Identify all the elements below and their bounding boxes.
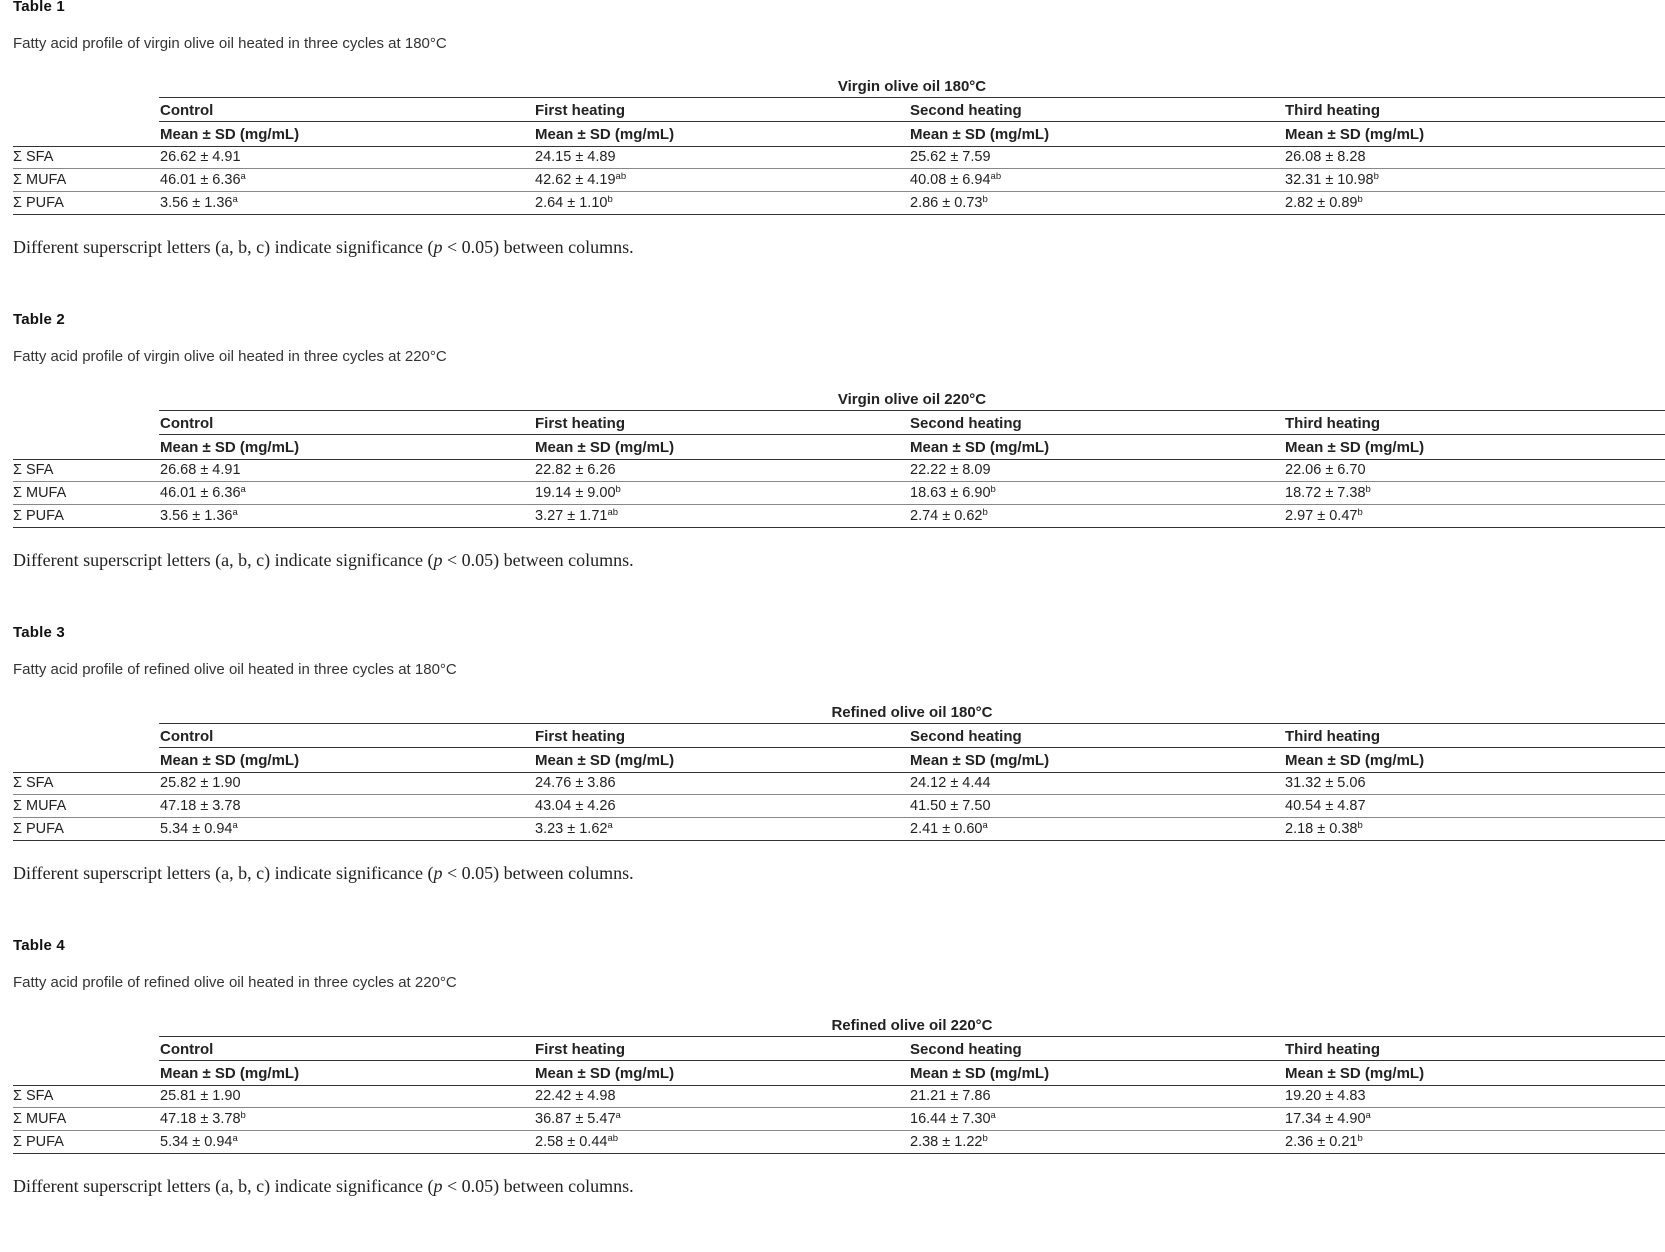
table-cell: 3.56 ± 1.36$^a$ bbox=[160, 194, 238, 211]
table-label: Table 3 bbox=[13, 624, 65, 641]
table-heading-row bbox=[13, 387, 1665, 411]
subheader-cell: Mean ± SD (mg/mL) bbox=[535, 752, 675, 769]
table-row bbox=[13, 1131, 1665, 1154]
table-caption: Fatty acid profile of refined olive oil heated in three cycles at 220°C bbox=[13, 974, 457, 991]
column-header: Second heating bbox=[910, 1041, 1022, 1058]
table-cell: 47.18 ± 3.78$^b$ bbox=[160, 1110, 246, 1127]
table-row bbox=[13, 1108, 1665, 1131]
subheader-cell: Mean ± SD (mg/mL) bbox=[1285, 126, 1425, 143]
table-row bbox=[13, 459, 1665, 482]
table-cell: 43.04 ± 4.26 bbox=[535, 798, 616, 814]
table-row bbox=[13, 795, 1665, 818]
column-header-row bbox=[13, 724, 1665, 748]
table-footnote: Different superscript letters (a, b, c) indicate significance (p < 0.05) between columns. bbox=[13, 1176, 634, 1196]
table-heading: Refined olive oil 180°C bbox=[831, 704, 993, 721]
table-cell: 42.62 ± 4.19$^{ab}$ bbox=[535, 171, 627, 188]
row-label: Σ MUFA bbox=[13, 798, 67, 814]
table-cell: 19.20 ± 4.83 bbox=[1285, 1088, 1366, 1104]
table-cell: 25.62 ± 7.59 bbox=[910, 149, 991, 165]
table-cell: 22.82 ± 6.26 bbox=[535, 462, 616, 478]
column-header: Third heating bbox=[1285, 102, 1380, 119]
table-cell: 22.22 ± 8.09 bbox=[910, 462, 991, 478]
row-label: Σ PUFA bbox=[13, 821, 64, 837]
column-header: First heating bbox=[535, 102, 626, 119]
subheader-row bbox=[13, 1061, 1665, 1085]
subheader-cell: Mean ± SD (mg/mL) bbox=[910, 1065, 1050, 1082]
table-label: Table 4 bbox=[13, 937, 65, 954]
table-cell: 26.62 ± 4.91 bbox=[160, 149, 241, 165]
table-cell: 25.81 ± 1.90 bbox=[160, 1088, 241, 1104]
row-label: Σ PUFA bbox=[13, 195, 64, 211]
subheader-row bbox=[13, 435, 1665, 459]
row-label: Σ SFA bbox=[13, 775, 54, 791]
subheader-cell: Mean ± SD (mg/mL) bbox=[1285, 752, 1425, 769]
table-cell: 26.08 ± 8.28 bbox=[1285, 149, 1366, 165]
table-cell: 19.14 ± 9.00$^b$ bbox=[535, 484, 621, 501]
table-heading-row bbox=[13, 1013, 1665, 1037]
subheader-cell: Mean ± SD (mg/mL) bbox=[160, 439, 300, 456]
table-cell: 5.34 ± 0.94$^a$ bbox=[160, 1133, 238, 1150]
data-table bbox=[13, 74, 1665, 215]
table-cell: 2.41 ± 0.60$^a$ bbox=[910, 820, 988, 837]
subheader-cell: Mean ± SD (mg/mL) bbox=[160, 752, 300, 769]
table-cell: 2.97 ± 0.47$^b$ bbox=[1285, 507, 1363, 524]
table-cell: 18.63 ± 6.90$^b$ bbox=[910, 484, 996, 501]
table-row bbox=[13, 169, 1665, 192]
table-cell: 22.06 ± 6.70 bbox=[1285, 462, 1366, 478]
table-footnote: Different superscript letters (a, b, c) indicate significance (p < 0.05) between columns. bbox=[13, 237, 634, 257]
column-header: Second heating bbox=[910, 415, 1022, 432]
column-header: Control bbox=[160, 728, 214, 745]
subheader-cell: Mean ± SD (mg/mL) bbox=[910, 752, 1050, 769]
table-cell: 5.34 ± 0.94$^a$ bbox=[160, 820, 238, 837]
table-label: Table 2 bbox=[13, 311, 65, 328]
column-header: Third heating bbox=[1285, 415, 1380, 432]
table-cell: 17.34 ± 4.90$^a$ bbox=[1285, 1110, 1371, 1127]
table-cell: 47.18 ± 3.78 bbox=[160, 798, 241, 814]
table-caption: Fatty acid profile of refined olive oil heated in three cycles at 180°C bbox=[13, 661, 457, 678]
table-heading: Refined olive oil 220°C bbox=[831, 1017, 993, 1034]
column-header-row bbox=[13, 1037, 1665, 1061]
subheader-cell: Mean ± SD (mg/mL) bbox=[535, 439, 675, 456]
table-cell: 3.56 ± 1.36$^a$ bbox=[160, 507, 238, 524]
column-header-row bbox=[13, 411, 1665, 435]
table-cell: 26.68 ± 4.91 bbox=[160, 462, 241, 478]
table-cell: 36.87 ± 5.47$^a$ bbox=[535, 1110, 621, 1127]
table-cell: 16.44 ± 7.30$^a$ bbox=[910, 1110, 996, 1127]
data-table bbox=[13, 700, 1665, 841]
table-cell: 24.12 ± 4.44 bbox=[910, 775, 991, 791]
table-cell: 3.27 ± 1.71$^{ab}$ bbox=[535, 507, 619, 524]
table-cell: 2.58 ± 0.44$^{ab}$ bbox=[535, 1133, 619, 1150]
table-cell: 3.23 ± 1.62$^a$ bbox=[535, 820, 613, 837]
row-label: Σ SFA bbox=[13, 462, 54, 478]
table-block-4 bbox=[13, 939, 1652, 1252]
row-label: Σ SFA bbox=[13, 1088, 54, 1104]
subheader-cell: Mean ± SD (mg/mL) bbox=[160, 126, 300, 143]
table-heading: Virgin olive oil 180°C bbox=[837, 78, 987, 95]
table-cell: 2.18 ± 0.38$^b$ bbox=[1285, 820, 1363, 837]
table-block-1 bbox=[13, 0, 1652, 313]
row-label: Σ MUFA bbox=[13, 485, 67, 501]
table-cell: 31.32 ± 5.06 bbox=[1285, 775, 1366, 791]
data-table bbox=[13, 387, 1665, 528]
subheader-cell: Mean ± SD (mg/mL) bbox=[160, 1065, 300, 1082]
table-cell: 41.50 ± 7.50 bbox=[910, 798, 991, 814]
table-footnote: Different superscript letters (a, b, c) indicate significance (p < 0.05) between columns. bbox=[13, 863, 634, 883]
table-cell: 40.08 ± 6.94$^{ab}$ bbox=[910, 171, 1002, 188]
row-label: Σ PUFA bbox=[13, 508, 64, 524]
column-header: First heating bbox=[535, 415, 626, 432]
subheader-row bbox=[13, 122, 1665, 146]
table-label: Table 1 bbox=[13, 0, 65, 15]
table-block-3 bbox=[13, 626, 1652, 939]
data-table bbox=[13, 1013, 1665, 1154]
column-header: Third heating bbox=[1285, 1041, 1380, 1058]
table-row bbox=[13, 505, 1665, 528]
column-header: Third heating bbox=[1285, 728, 1380, 745]
column-header: Control bbox=[160, 415, 214, 432]
table-cell: 2.82 ± 0.89$^b$ bbox=[1285, 194, 1363, 211]
column-header: Control bbox=[160, 1041, 214, 1058]
column-header: Control bbox=[160, 102, 214, 119]
table-cell: 32.31 ± 10.98$^b$ bbox=[1285, 171, 1379, 188]
table-cell: 46.01 ± 6.36$^a$ bbox=[160, 171, 246, 188]
row-label: Σ MUFA bbox=[13, 1111, 67, 1127]
row-label: Σ MUFA bbox=[13, 172, 67, 188]
subheader-cell: Mean ± SD (mg/mL) bbox=[910, 439, 1050, 456]
column-header: First heating bbox=[535, 728, 626, 745]
table-cell: 18.72 ± 7.38$^b$ bbox=[1285, 484, 1371, 501]
table-heading-row bbox=[13, 700, 1665, 724]
column-header: Second heating bbox=[910, 102, 1022, 119]
table-cell: 2.36 ± 0.21$^b$ bbox=[1285, 1133, 1363, 1150]
table-block-2 bbox=[13, 313, 1652, 626]
table-cell: 2.64 ± 1.10$^b$ bbox=[535, 194, 613, 211]
column-header: Second heating bbox=[910, 728, 1022, 745]
row-label: Σ PUFA bbox=[13, 1134, 64, 1150]
table-caption: Fatty acid profile of virgin olive oil heated in three cycles at 220°C bbox=[13, 348, 447, 365]
subheader-cell: Mean ± SD (mg/mL) bbox=[535, 126, 675, 143]
table-row bbox=[13, 146, 1665, 169]
table-cell: 21.21 ± 7.86 bbox=[910, 1088, 991, 1104]
table-cell: 22.42 ± 4.98 bbox=[535, 1088, 616, 1104]
row-label: Σ SFA bbox=[13, 149, 54, 165]
table-cell: 2.38 ± 1.22$^b$ bbox=[910, 1133, 988, 1150]
table-cell: 40.54 ± 4.87 bbox=[1285, 798, 1366, 814]
subheader-cell: Mean ± SD (mg/mL) bbox=[1285, 1065, 1425, 1082]
table-cell: 24.76 ± 3.86 bbox=[535, 775, 616, 791]
table-row bbox=[13, 1085, 1665, 1108]
subheader-row bbox=[13, 748, 1665, 772]
table-footnote: Different superscript letters (a, b, c) indicate significance (p < 0.05) between columns. bbox=[13, 550, 634, 570]
table-row bbox=[13, 772, 1665, 795]
table-heading: Virgin olive oil 220°C bbox=[837, 391, 987, 408]
table-cell: 46.01 ± 6.36$^a$ bbox=[160, 484, 246, 501]
table-row bbox=[13, 192, 1665, 215]
table-cell: 2.74 ± 0.62$^b$ bbox=[910, 507, 988, 524]
table-cell: 24.15 ± 4.89 bbox=[535, 149, 616, 165]
column-header: First heating bbox=[535, 1041, 626, 1058]
subheader-cell: Mean ± SD (mg/mL) bbox=[910, 126, 1050, 143]
subheader-cell: Mean ± SD (mg/mL) bbox=[535, 1065, 675, 1082]
table-row bbox=[13, 818, 1665, 841]
table-cell: 25.82 ± 1.90 bbox=[160, 775, 241, 791]
table-heading-row bbox=[13, 74, 1665, 98]
table-caption: Fatty acid profile of virgin olive oil heated in three cycles at 180°C bbox=[13, 35, 447, 52]
table-row bbox=[13, 482, 1665, 505]
column-header-row bbox=[13, 98, 1665, 122]
subheader-cell: Mean ± SD (mg/mL) bbox=[1285, 439, 1425, 456]
table-cell: 2.86 ± 0.73$^b$ bbox=[910, 194, 988, 211]
